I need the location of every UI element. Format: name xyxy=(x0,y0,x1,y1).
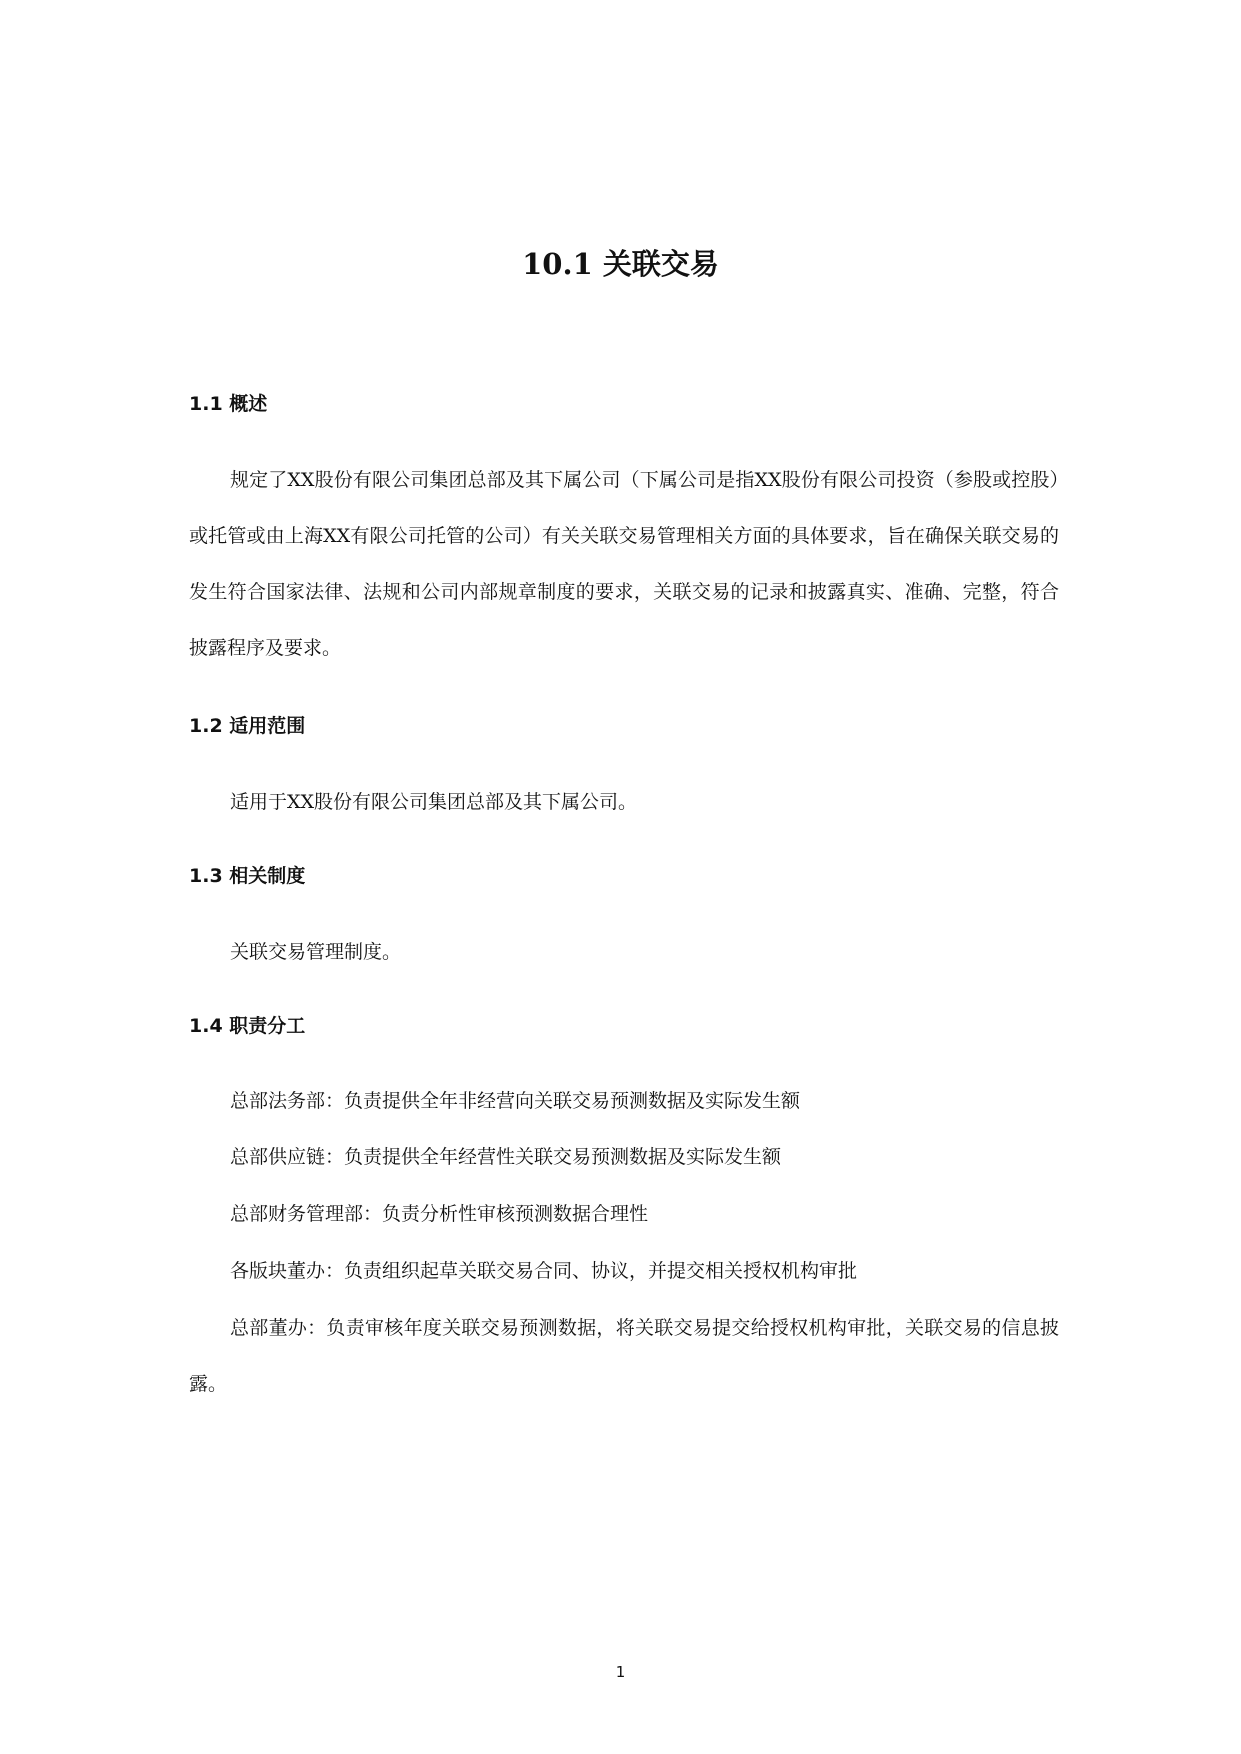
page-title: 10.1 关联交易 xyxy=(522,247,719,281)
responsibility-item: 总部法务部：负责提供全年非经营向关联交易预测数据及实际发生额 xyxy=(230,1090,801,1112)
responsibility-item: 总部供应链：负责提供全年经营性关联交易预测数据及实际发生额 xyxy=(230,1146,782,1168)
responsibility-item: 各版块董办：负责组织起草关联交易合同、协议，并提交相关授权机构审批 xyxy=(230,1260,858,1282)
overview-paragraph: 规定了XX股份有限公司集团总部及其下属公司（下属公司是指XX股份有限公司投资（参股或控股）或托管或由上海XX有限公司托管的公司）有关关联交易管理相关方面的具体要求，旨在确保关联交易的发生符合国家法律、法规和公司内部规章制度的要求，关联交易的记录和披露真实、准确、完整，符合披露程序及要求。 xyxy=(189,469,1059,659)
related-systems-paragraph: 关联交易管理制度。 xyxy=(230,941,402,963)
responsibility-item: 总部财务管理部：负责分析性审核预测数据合理性 xyxy=(230,1203,649,1225)
section-heading-overview: 1.1 概述 xyxy=(189,393,268,415)
section-heading-scope: 1.2 适用范围 xyxy=(189,715,306,737)
scope-paragraph: 适用于XX股份有限公司集团总部及其下属公司。 xyxy=(230,791,638,813)
section-heading-responsibilities: 1.4 职责分工 xyxy=(189,1015,306,1037)
page-number: 1 xyxy=(615,1663,626,1681)
section-heading-related-systems: 1.3 相关制度 xyxy=(189,865,306,887)
responsibility-item: 总部董办：负责审核年度关联交易预测数据，将关联交易提交给授权机构审批，关联交易的信息披露。 xyxy=(189,1317,1059,1395)
